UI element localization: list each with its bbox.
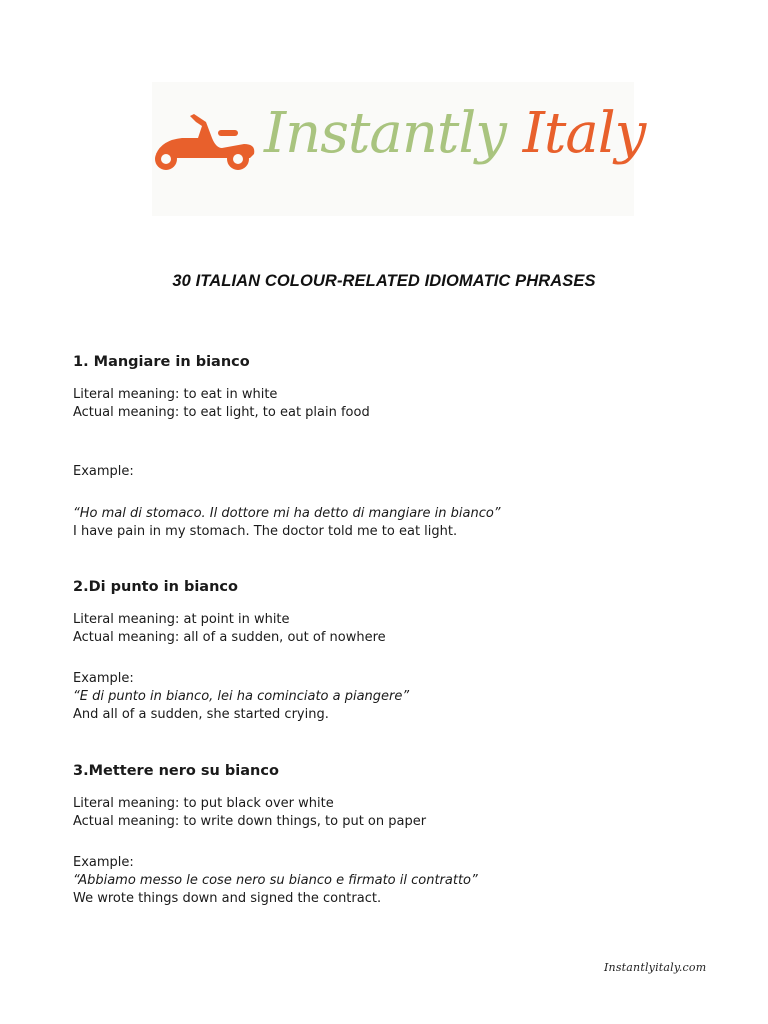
example-italian: “Abbiamo messo le cose nero su bianco e firmato il contratto” [73, 873, 478, 888]
example-label: Example: [73, 855, 134, 870]
page-title: 30 ITALIAN COLOUR-RELATED IDIOMATIC PHRASES [172, 272, 596, 290]
logo [152, 82, 646, 216]
logo-wordmark [264, 94, 645, 174]
example-italian: “E di punto in bianco, lei ha cominciato a piangere” [73, 689, 410, 704]
idiom-heading: 2.Di punto in bianco [73, 579, 238, 595]
literal-meaning: Literal meaning: to eat in white [73, 387, 278, 402]
actual-meaning: Actual meaning: all of a sudden, out of nowhere [73, 630, 386, 645]
literal-meaning: Literal meaning: to put black over white [73, 796, 334, 811]
logo-wordmark-instantly: Instantly [264, 101, 506, 166]
idiom-heading: 1. Mangiare in bianco [73, 354, 250, 370]
example-english: I have pain in my stomach. The doctor told me to eat light. [73, 524, 458, 539]
actual-meaning: Actual meaning: to eat light, to eat plain food [73, 405, 370, 420]
logo-wordmark-italy: Italy [522, 101, 646, 166]
example-label: Example: [73, 671, 134, 686]
idiom-entry-2 [73, 577, 693, 724]
example-english: And all of a sudden, she started crying. [73, 707, 329, 722]
example-english: We wrote things down and signed the contract. [73, 891, 382, 906]
footer-website: Instantlyitaly.com [604, 961, 707, 974]
example-label: Example: [73, 464, 134, 479]
idiom-entry-1 [73, 352, 693, 541]
literal-meaning: Literal meaning: at point in white [73, 612, 290, 627]
example-italian: “Ho mal di stomaco. Il dottore mi ha detto di mangiare in bianco” [73, 506, 501, 521]
idiom-entry-3 [73, 761, 693, 908]
idiom-heading: 3.Mettere nero su bianco [73, 763, 279, 779]
actual-meaning: Actual meaning: to write down things, to put on paper [73, 814, 427, 829]
